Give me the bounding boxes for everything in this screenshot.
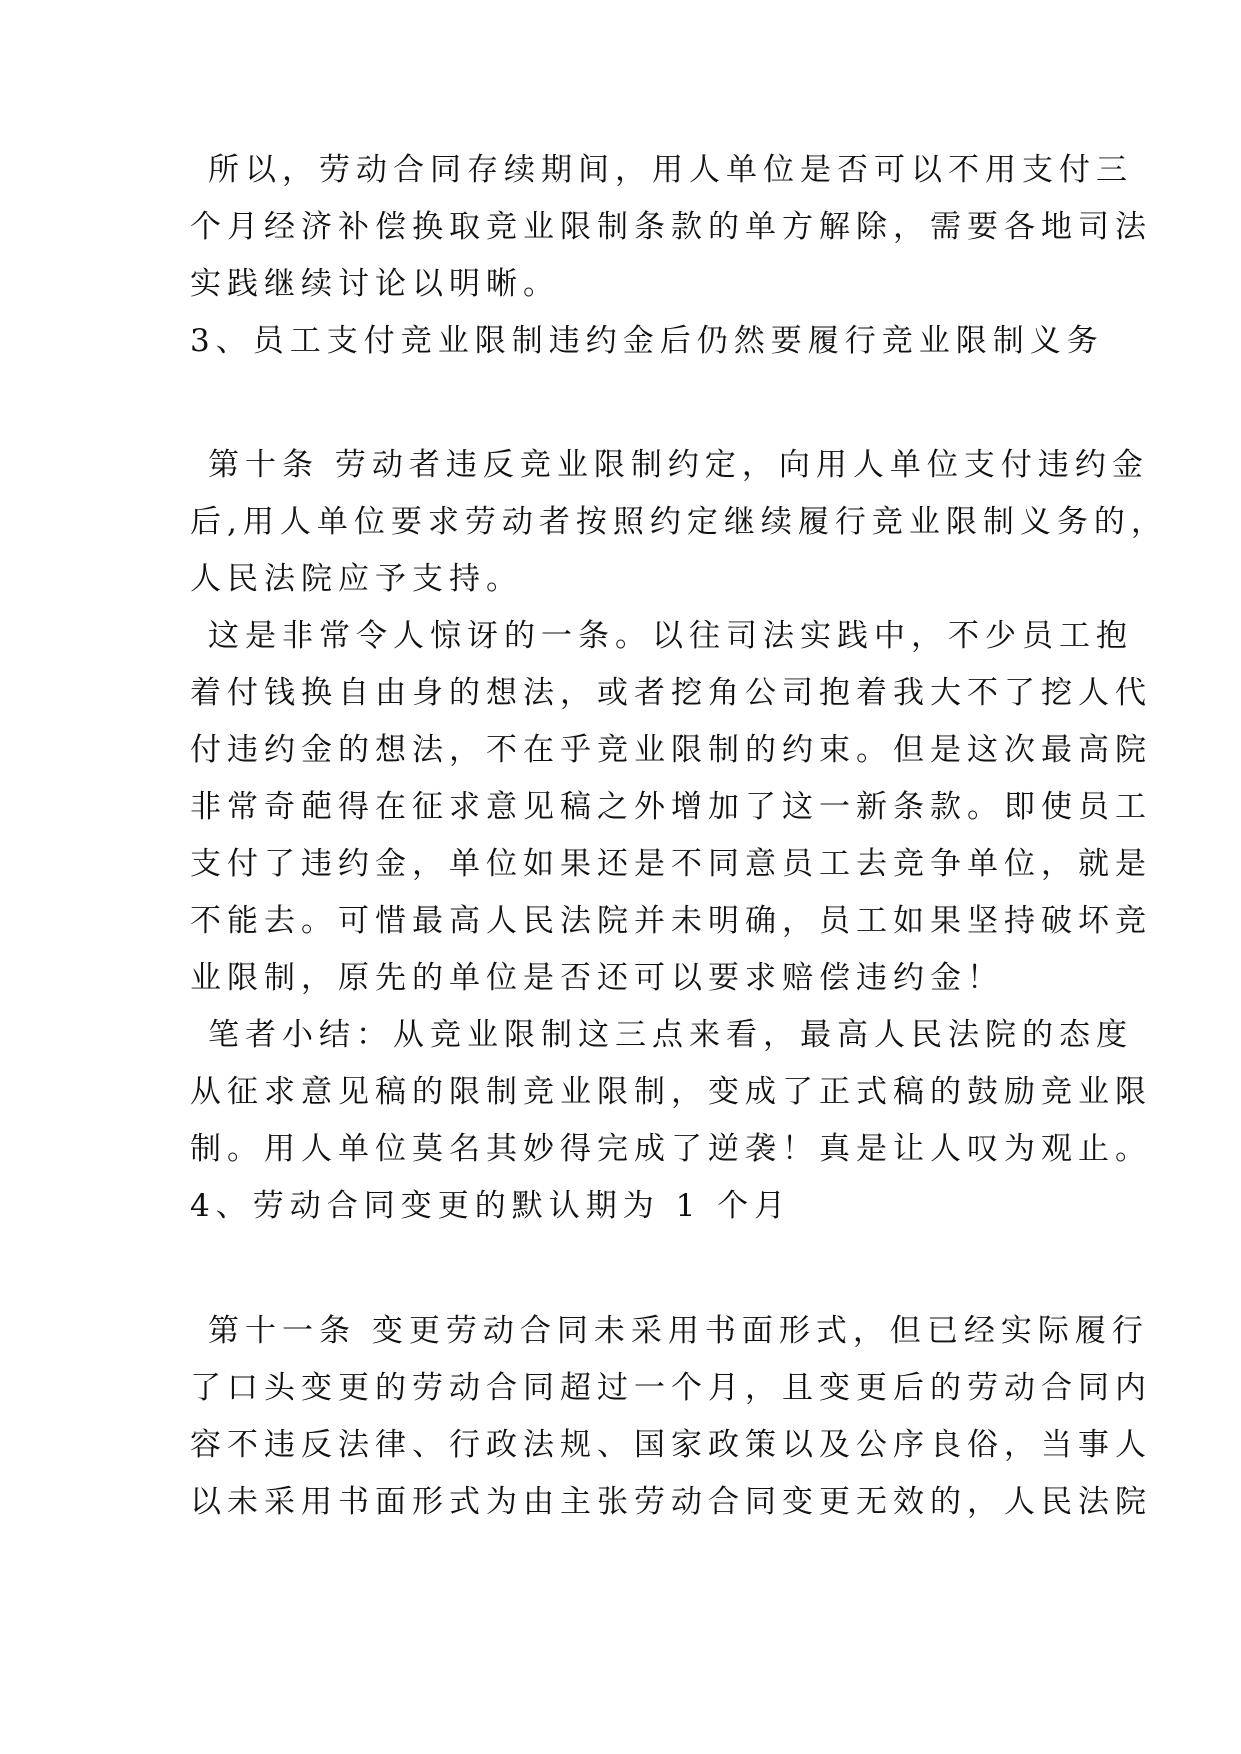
paragraph-line: 了口头变更的劳动合同超过一个月，且变更后的劳动合同内 — [190, 1370, 1152, 1406]
paragraph-line: 不能去。可惜最高人民法院并未明确，员工如果坚持破坏竞 — [190, 903, 1152, 939]
paragraph-line: 后,用人单位要求劳动者按照约定继续履行竞业限制义务的， — [190, 504, 1168, 540]
paragraph-line: 制。用人单位莫名其妙得完成了逆袭！真是让人叹为观止。 — [190, 1131, 1152, 1167]
paragraph-line: 从征求意见稿的限制竞业限制，变成了正式稿的鼓励竞业限 — [190, 1074, 1152, 1110]
paragraph-line: 这是非常令人惊讶的一条。以往司法实践中，不少员工抱 — [208, 618, 1133, 654]
paragraph-line: 容不违反法律、行政法规、国家政策以及公序良俗，当事人 — [190, 1427, 1152, 1463]
paragraph-line: 非常奇葩得在征求意见稿之外增加了这一新条款。即使员工 — [190, 789, 1152, 825]
section-heading: 3、员工支付竞业限制违约金后仍然要履行竞业限制义务 — [190, 323, 1104, 359]
paragraph-line: 着付钱换自由身的想法，或者挖角公司抱着我大不了挖人代 — [190, 675, 1152, 711]
paragraph-line: 以未采用书面形式为由主张劳动合同变更无效的，人民法院 — [190, 1484, 1152, 1520]
paragraph-line: 所以，劳动合同存续期间，用人单位是否可以不用支付三 — [208, 152, 1133, 188]
paragraph-line: 实践继续讨论以明晰。 — [190, 266, 560, 302]
paragraph-line: 人民法院应予支持。 — [190, 561, 523, 597]
paragraph-line: 支付了违约金，单位如果还是不同意员工去竞争单位，就是 — [190, 846, 1152, 882]
paragraph-line: 第十条 劳动者违反竞业限制约定，向用人单位支付违约金 — [208, 447, 1149, 483]
paragraph-line: 笔者小结：从竞业限制这三点来看，最高人民法院的态度 — [208, 1017, 1133, 1053]
paragraph-line: 个月经济补偿换取竞业限制条款的单方解除，需要各地司法 — [190, 209, 1152, 245]
section-heading: 4、劳动合同变更的默认期为 1 个月 — [190, 1188, 792, 1224]
paragraph-line: 第十一条 变更劳动合同未采用书面形式，但已经实际履行 — [208, 1313, 1149, 1349]
paragraph-line: 付违约金的想法，不在乎竞业限制的约束。但是这次最高院 — [190, 732, 1152, 768]
paragraph-line: 业限制，原先的单位是否还可以要求赔偿违约金！ — [190, 960, 1004, 996]
